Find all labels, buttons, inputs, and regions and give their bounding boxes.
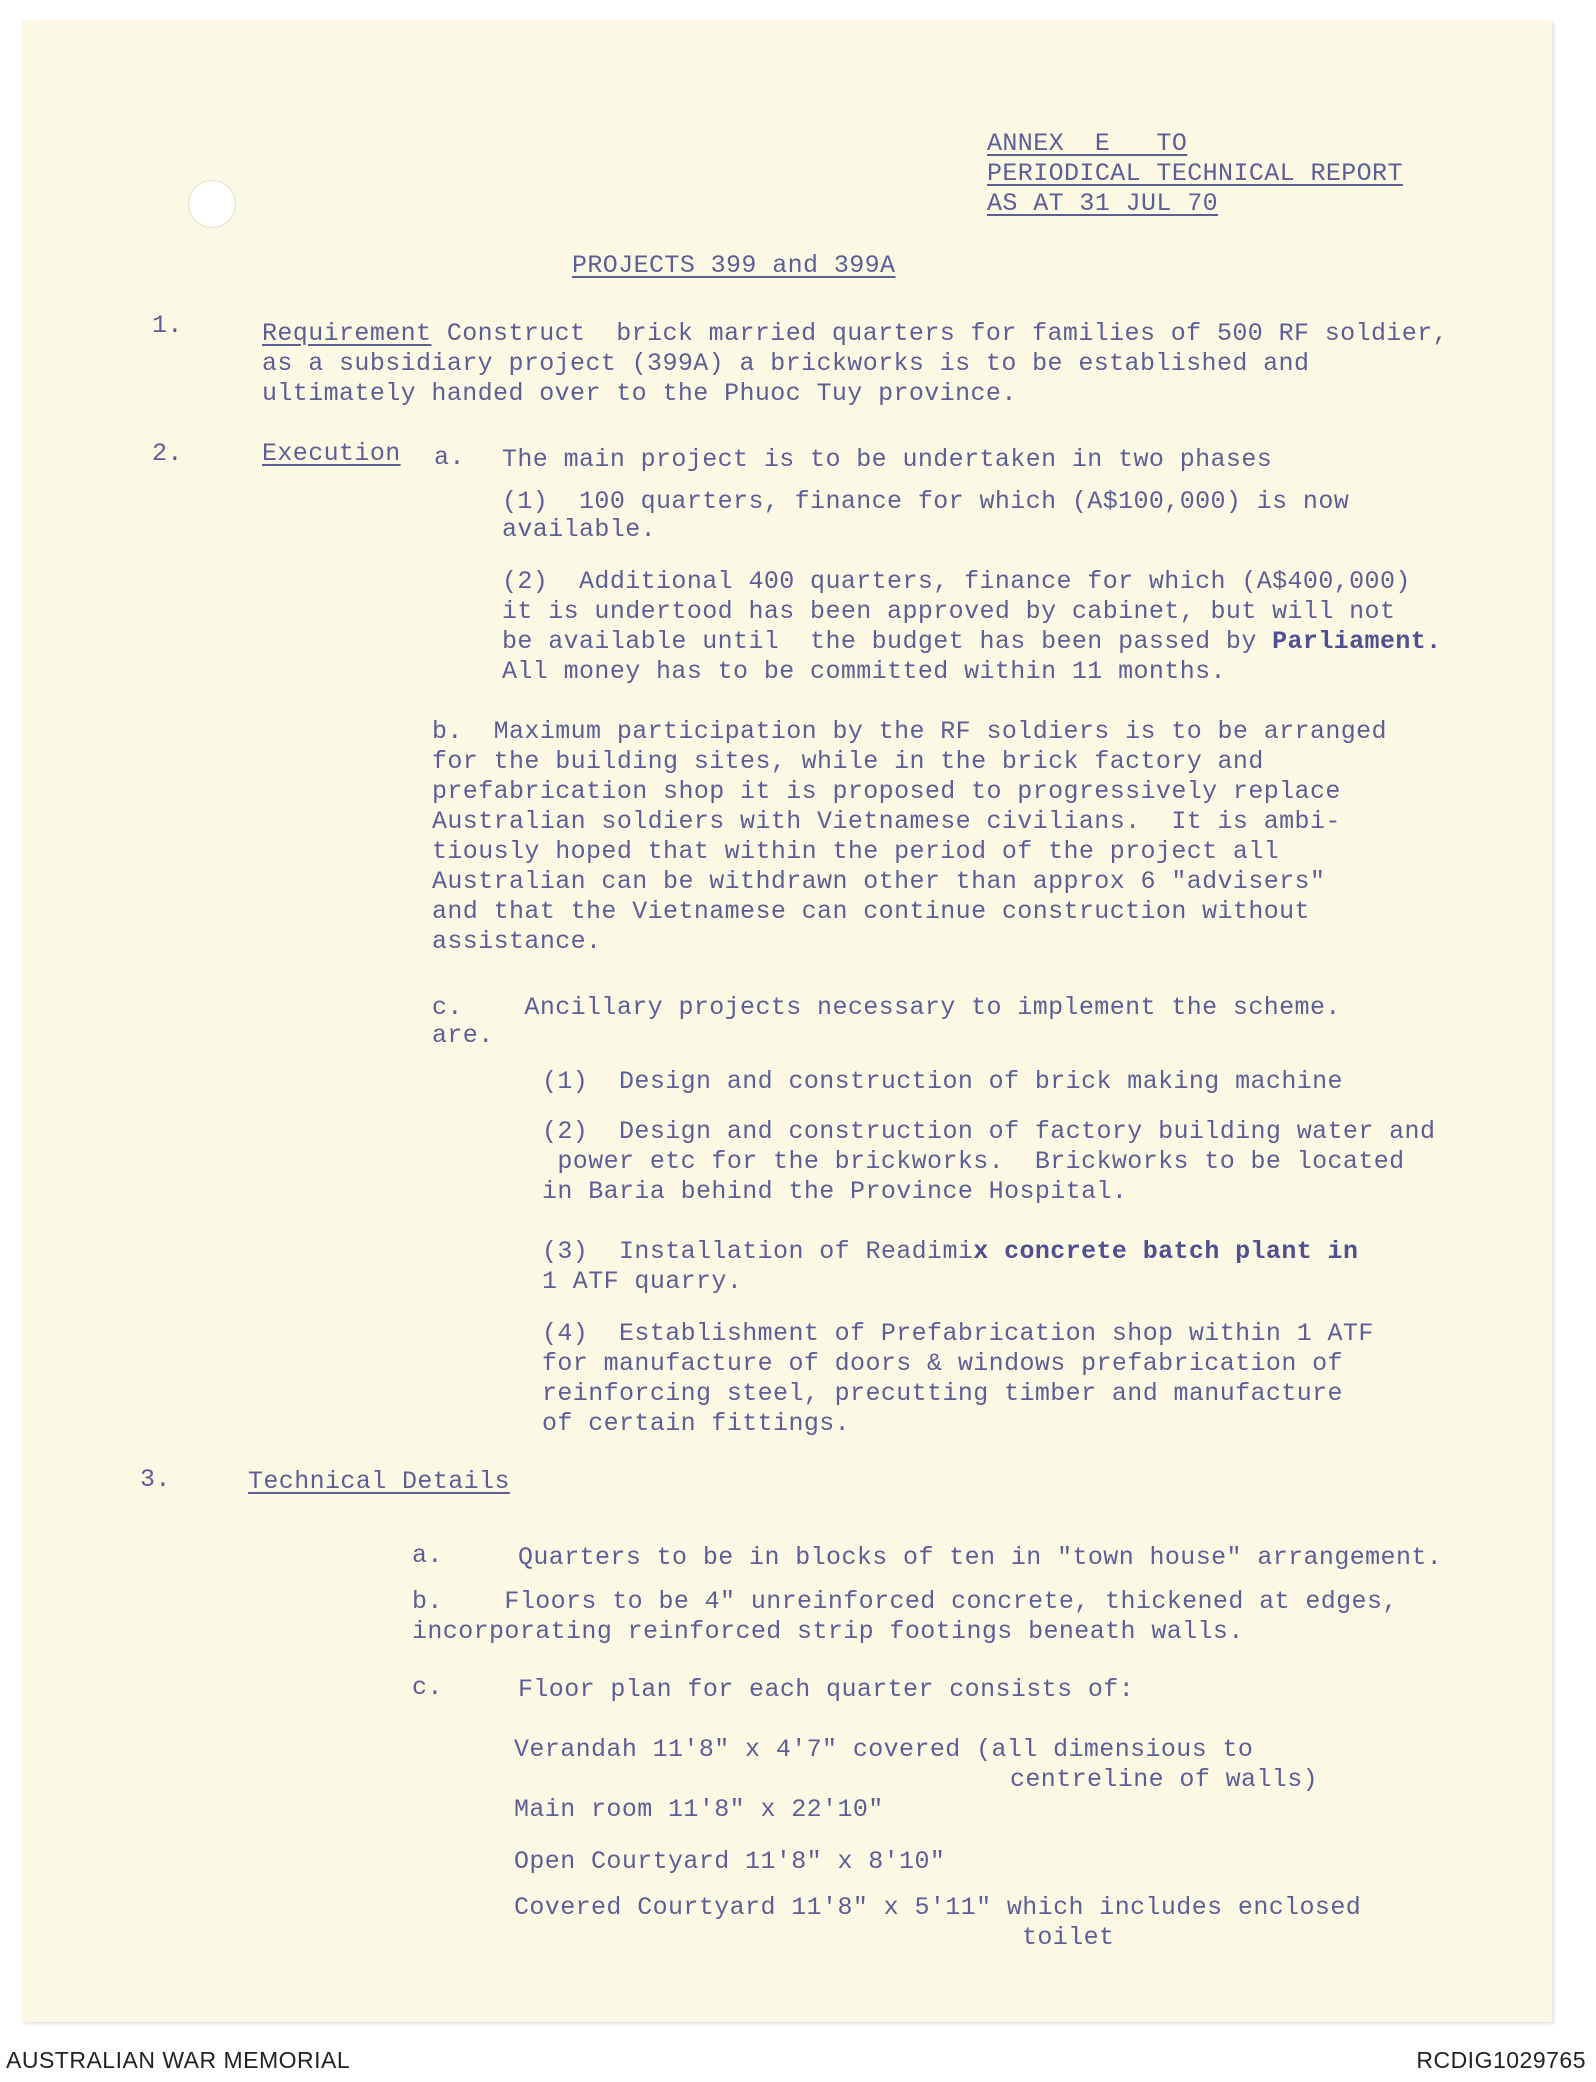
annex-line-2: PERIODICAL TECHNICAL REPORT [987, 159, 1403, 188]
para-1-number: 1. [152, 311, 183, 340]
footer-source: AUSTRALIAN WAR MEMORIAL [6, 2047, 351, 2073]
punch-hole [188, 180, 236, 228]
para-1-heading: Requirement [262, 319, 432, 348]
footer-id: RCDIG1029765 [1416, 2047, 1586, 2073]
para-2c4-line-3: reinforcing steel, precutting timber and manufacture [542, 1379, 1343, 1408]
para-2c-line-1: c. Ancillary projects necessary to implement the scheme. [432, 993, 1341, 1022]
para-2b-line-3: prefabrication shop it is proposed to progressively replace [432, 777, 1341, 806]
para-2c2-line-2: power etc for the brickworks. Brickworks to be located [542, 1147, 1405, 1176]
document-page [22, 20, 1552, 2022]
para-3b-line-2: incorporating reinforced strip footings beneath walls. [412, 1617, 1244, 1646]
para-2a-text: The main project is to be undertaken in two phases [502, 445, 1273, 474]
para-2b-line-7: and that the Vietnamese can continue construction without [432, 897, 1310, 926]
para-2a-label: a. [434, 443, 465, 472]
para-2a2-line-3 [502, 626, 1442, 657]
para-3c-text: Floor plan for each quarter consists of: [518, 1675, 1135, 1704]
para-2c-line-2: are. [432, 1021, 494, 1050]
para-1-line-2: as a subsidiary project (399A) a brickworks is to be established and [262, 349, 1310, 378]
para-2a2-line-3-bold: Parliament. [1272, 627, 1442, 656]
para-2c3-line-1-bold: x concrete batch plant in [973, 1237, 1359, 1266]
para-1-line-1-text: Construct brick married quarters for families of 500 RF soldier, [431, 319, 1448, 348]
document-title: PROJECTS 399 and 399A [572, 251, 896, 280]
para-2b-line-5: tiously hoped that within the period of the project all [432, 837, 1280, 866]
para-2b-line-8: assistance. [432, 927, 602, 956]
para-2c4-line-4: of certain fittings. [542, 1409, 851, 1438]
para-1-line-3: ultimately handed over to the Phuoc Tuy province. [262, 379, 1017, 408]
para-2-heading: Execution [262, 439, 401, 468]
para-2a1-line-1: (1) 100 quarters, finance for which (A$100,000) is now [502, 487, 1350, 516]
para-2c1: (1) Design and construction of brick making machine [542, 1067, 1343, 1096]
para-2b-line-4: Australian soldiers with Vietnamese civilians. It is ambi- [432, 807, 1341, 836]
para-2c3-line-2: 1 ATF quarry. [542, 1267, 743, 1296]
floor-plan-verandah: Verandah 11'8" x 4'7" covered (all dimensious to [514, 1735, 1254, 1764]
floor-plan-verandah-cont: centreline of walls) [1010, 1765, 1319, 1794]
para-2c3-line-1 [542, 1236, 1358, 1267]
para-2c2-line-3: in Baria behind the Province Hospital. [542, 1177, 1128, 1206]
floor-plan-main-room: Main room 11'8" x 22'10" [514, 1795, 884, 1824]
para-2b-line-2: for the building sites, while in the brick factory and [432, 747, 1264, 776]
para-2-number: 2. [152, 439, 183, 468]
para-3a-label: a. [412, 1541, 443, 1570]
para-2a1-line-2: available. [502, 515, 657, 544]
para-1-line-1 [262, 318, 1448, 349]
para-2a2-line-2: it is undertood has been approved by cabinet, but will not [502, 597, 1396, 626]
annex-line-3: AS AT 31 JUL 70 [987, 189, 1219, 218]
para-2c3-line-1-text: (3) Installation of Readimi [542, 1237, 974, 1266]
para-2c4-line-2: for manufacture of doors & windows prefabrication of [542, 1349, 1343, 1378]
para-3c-label: c. [412, 1673, 443, 1702]
para-2b-line-1: b. Maximum participation by the RF soldiers is to be arranged [432, 717, 1387, 746]
para-2c4-line-1: (4) Establishment of Prefabrication shop within 1 ATF [542, 1319, 1374, 1348]
para-2a2-line-1: (2) Additional 400 quarters, finance for which (A$400,000) [502, 567, 1411, 596]
para-3a-text: Quarters to be in blocks of ten in "town house" arrangement. [518, 1543, 1443, 1572]
para-2a2-line-3-text: be available until the budget has been passed by [502, 627, 1273, 656]
floor-plan-covered-courtyard: Covered Courtyard 11'8" x 5'11" which includes enclosed [514, 1893, 1362, 1922]
para-3-number: 3. [140, 1465, 171, 1494]
para-2c2-line-1: (2) Design and construction of factory building water and [542, 1117, 1436, 1146]
para-3b-line-1: b. Floors to be 4" unreinforced concrete, thickened at edges, [412, 1587, 1398, 1616]
floor-plan-open-courtyard: Open Courtyard 11'8" x 8'10" [514, 1847, 946, 1876]
floor-plan-covered-courtyard-cont: toilet [1022, 1923, 1115, 1952]
para-2a2-line-4: All money has to be committed within 11 months. [502, 657, 1226, 686]
annex-line-1: ANNEX E TO [987, 129, 1188, 158]
para-2b-line-6: Australian can be withdrawn other than approx 6 "advisers" [432, 867, 1326, 896]
para-3-heading: Technical Details [248, 1467, 510, 1496]
